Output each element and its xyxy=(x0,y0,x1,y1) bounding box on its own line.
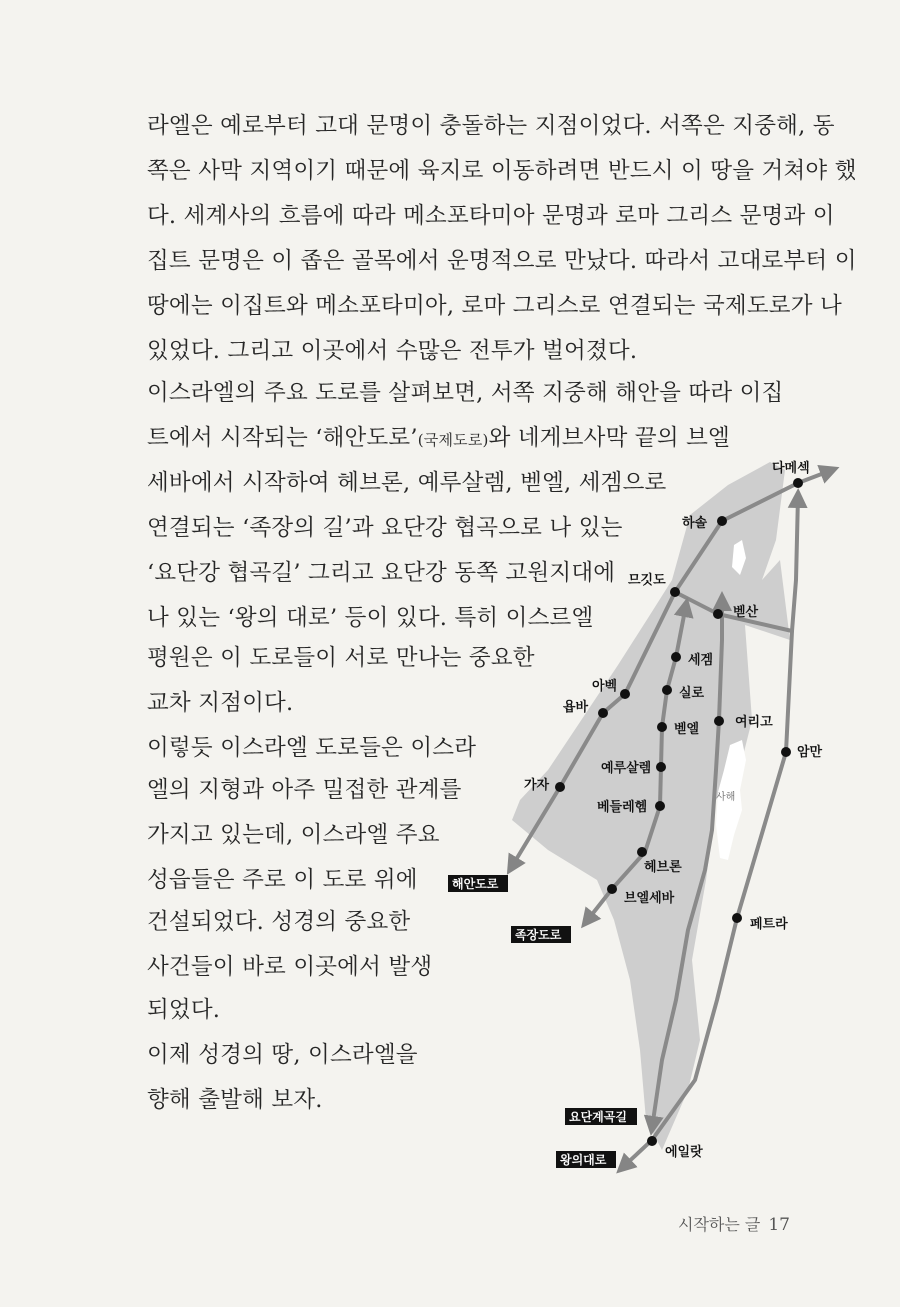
text-line-12: 나 있는 ‘왕의 대로’ 등이 있다. 특히 이스르엘 xyxy=(147,605,594,631)
beersheba-dot xyxy=(607,884,617,894)
megiddo-dot xyxy=(670,587,680,597)
gaza-dot xyxy=(555,782,565,792)
hebron-label: 헤브론 xyxy=(644,860,682,875)
jericho-dot xyxy=(714,716,724,726)
text-line-10: 연결되는 ‘족장의 길’과 요단강 협곡으로 나 있는 xyxy=(147,515,623,541)
elath-label: 에일랏 xyxy=(665,1145,703,1160)
text-line-7: 이스라엘의 주요 도로를 살펴보면, 서쪽 지중해 해안을 따라 이집 xyxy=(147,380,784,406)
text-line-3: 다. 세계사의 흐름에 따라 메소포타미아 문명과 로마 그리스 문명과 이 xyxy=(147,203,835,229)
footer-section: 시작하는 글 xyxy=(677,1215,761,1234)
text-line-8-note: (국제도로) xyxy=(417,431,489,449)
bethlehem-label: 베들레헴 xyxy=(597,800,648,815)
aphek-label: 아벡 xyxy=(592,679,618,694)
dead-sea-label: 사해 xyxy=(716,792,736,803)
text-line-20: 사건들이 바로 이곳에서 발생 xyxy=(147,954,433,980)
text-line-18: 성읍들은 주로 이 도로 위에 xyxy=(147,867,418,893)
text-line-16: 엘의 지형과 아주 밀접한 관계를 xyxy=(147,777,462,803)
text-line-6: 있었다. 그리고 이곳에서 수많은 전투가 벌어졌다. xyxy=(147,338,638,364)
bethel-dot xyxy=(657,722,667,732)
bethlehem-dot xyxy=(655,801,665,811)
jordan-valley-road-tag: 요단계곡길 xyxy=(569,1110,627,1124)
damascus-dot xyxy=(793,478,803,488)
page-number: 17 xyxy=(768,1215,790,1235)
kings-highway-tag: 왕의대로 xyxy=(560,1153,607,1167)
text-line-15: 이렇듯 이스라엘 도로들은 이스라 xyxy=(147,735,477,761)
shiloh-label: 실로 xyxy=(679,686,705,701)
petra-dot xyxy=(732,913,742,923)
amman-label: 암만 xyxy=(797,745,823,760)
text-line-8b: 와 네게브사막 끝의 브엘 xyxy=(488,425,730,451)
elath-dot xyxy=(647,1136,657,1146)
aphek-dot xyxy=(620,689,630,699)
amman-dot xyxy=(781,747,791,757)
shiloh-dot xyxy=(662,685,672,695)
jerusalem-label: 예루살렘 xyxy=(601,761,652,776)
text-line-17: 가지고 있는데, 이스라엘 주요 xyxy=(147,822,440,848)
damascus-label: 다메섹 xyxy=(772,461,810,476)
text-line-19: 건설되었다. 성경의 중요한 xyxy=(147,909,411,935)
text-line-9: 세바에서 시작하여 헤브론, 예루살렘, 벧엘, 세겜으로 xyxy=(147,470,667,496)
bethel-label: 벧엘 xyxy=(674,722,700,737)
beersheba-label: 브엘세바 xyxy=(624,891,675,906)
text-line-1: 라엘은 예로부터 고대 문명이 충돌하는 지점이었다. 서쪽은 지중해, 동 xyxy=(147,113,835,139)
text-line-8 xyxy=(147,423,730,455)
megiddo-label: 므깃도 xyxy=(628,573,666,588)
text-line-2: 쪽은 사막 지역이기 때문에 육지로 이동하려면 반드시 이 땅을 거쳐야 했 xyxy=(147,158,857,184)
jericho-label: 여리고 xyxy=(735,715,773,730)
hazor-label: 하솔 xyxy=(682,516,708,531)
text-line-22: 이제 성경의 땅, 이스라엘을 xyxy=(147,1042,418,1068)
page-footer xyxy=(678,1212,790,1235)
shechem-label: 세겜 xyxy=(688,653,714,668)
text-line-21: 되었다. xyxy=(147,997,221,1023)
shechem-dot xyxy=(671,652,681,662)
text-line-13: 평원은 이 도로들이 서로 만나는 중요한 xyxy=(147,645,535,671)
text-line-14: 교차 지점이다. xyxy=(147,690,294,716)
hazor-dot xyxy=(717,516,727,526)
jerusalem-dot xyxy=(656,762,666,772)
patriarchs-road-tag: 족장도로 xyxy=(515,928,562,942)
text-line-4: 집트 문명은 이 좁은 골목에서 운명적으로 만났다. 따라서 고대로부터 이 xyxy=(147,248,857,274)
text-line-11: ‘요단강 협곡길’ 그리고 요단강 동쪽 고원지대에 xyxy=(147,560,616,586)
bethshan-dot xyxy=(713,609,723,619)
text-line-8a: 트에서 시작되는 ‘해안도로’ xyxy=(147,425,418,451)
text-line-23: 향해 출발해 보자. xyxy=(147,1087,323,1113)
hebron-dot xyxy=(637,847,647,857)
joppa-dot xyxy=(598,708,608,718)
text-line-5: 땅에는 이집트와 메소포타미아, 로마 그리스로 연결되는 국제도로가 나 xyxy=(147,293,842,319)
bethshan-label: 벧산 xyxy=(733,605,759,620)
joppa-label: 욥바 xyxy=(563,700,589,715)
gaza-label: 가자 xyxy=(524,778,550,793)
coastal-road-tag: 해안도로 xyxy=(452,877,499,891)
petra-label: 페트라 xyxy=(750,917,788,932)
